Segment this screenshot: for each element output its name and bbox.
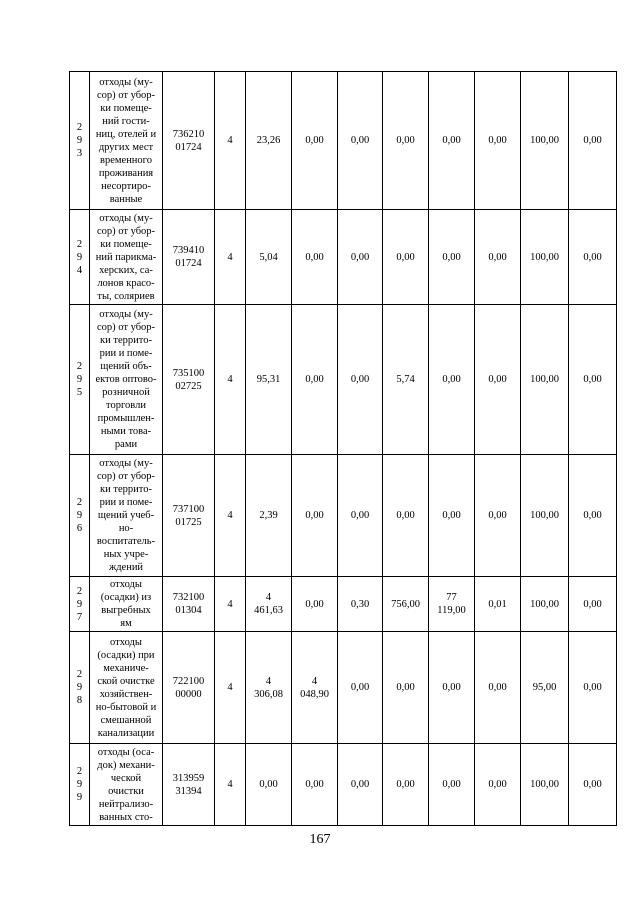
waste-name (90, 210, 163, 305)
value-cell (338, 744, 383, 826)
value-cell-line: 0,00 (442, 510, 461, 521)
value-cell (521, 455, 569, 577)
row-number-line: 6 (76, 523, 83, 534)
value-cell-line: 100,00 (530, 374, 559, 385)
waste-name-line: механиче- (103, 662, 149, 674)
value-cell-line: 0,00 (488, 135, 507, 146)
value-cell (246, 744, 292, 826)
row-number-line: 2 (76, 238, 83, 250)
value-cell (246, 305, 292, 455)
waste-name-line: ванных сто- (99, 811, 153, 823)
waste-name (90, 577, 163, 632)
value-cell-line: 23,26 (256, 135, 281, 146)
value-cell-line: 0,00 (305, 251, 324, 263)
row-number-line: 2 (76, 766, 83, 777)
value-cell-line: 100,00 (530, 251, 559, 263)
value-cell (292, 455, 338, 577)
waste-code-line: 737100 (172, 503, 205, 515)
waste-name (90, 72, 163, 210)
waste-name-line: ными това- (100, 426, 152, 437)
waste-name-line: сор) от убор- (96, 225, 156, 237)
waste-name-line: рии и поме- (99, 497, 153, 508)
waste-table (69, 71, 617, 826)
value-cell-line: 100,00 (530, 598, 559, 610)
value-cell-line: 0,00 (259, 779, 278, 790)
waste-name-line: отходы (оса- (97, 746, 155, 758)
waste-name-line: ектов оптово- (95, 374, 157, 385)
waste-code-line: 01724 (175, 141, 202, 153)
value-cell (383, 455, 429, 577)
hazard-class: 4 (215, 305, 246, 455)
value-cell-line: 5,74 (396, 374, 415, 385)
value-cell-line: 0,00 (442, 779, 461, 790)
value-cell (521, 210, 569, 305)
row-number-line: 5 (76, 387, 83, 398)
row-number-line: 9 (76, 792, 83, 803)
waste-name-line: отходы (му- (99, 76, 153, 88)
waste-name-line: ки террито- (100, 335, 152, 346)
value-cell (569, 744, 617, 826)
table-row (70, 72, 617, 210)
value-cell-line: 100,00 (530, 510, 559, 521)
row-number-line: 2 (76, 669, 83, 680)
waste-name-line: отходы (му- (99, 309, 153, 320)
value-cell-line: 119,00 (437, 605, 466, 616)
waste-name-line: хозяйствен- (99, 688, 153, 700)
value-cell-line: 0,00 (442, 135, 461, 146)
value-cell-line: 0,00 (583, 374, 602, 385)
row-number-line: 9 (76, 682, 83, 693)
value-cell (292, 744, 338, 826)
waste-name (90, 632, 163, 744)
waste-name-line: лонов красо- (97, 277, 155, 289)
waste-name-line: но-бытовой и (95, 701, 157, 713)
waste-name-line: ческой (110, 772, 142, 784)
waste-code (163, 305, 215, 455)
row-number (70, 305, 90, 455)
value-cell (429, 305, 475, 455)
value-cell (475, 210, 521, 305)
waste-name-line: ки помеще- (100, 102, 152, 114)
waste-code-line: 02725 (175, 380, 202, 392)
value-cell (292, 210, 338, 305)
waste-name-line: ний гости- (102, 115, 150, 127)
row-number (70, 744, 90, 826)
row-number-line: 2 (76, 497, 83, 508)
waste-name-line: торговли (106, 400, 146, 411)
value-cell (429, 455, 475, 577)
value-cell-line: 306,08 (254, 688, 283, 700)
waste-code-line: 739410 (172, 245, 205, 256)
value-cell (246, 577, 292, 632)
value-cell-line: 2,39 (259, 510, 278, 521)
value-cell (475, 577, 521, 632)
waste-code-line: 01725 (175, 516, 202, 528)
waste-name-line: выгребных (101, 605, 151, 616)
value-cell (569, 305, 617, 455)
value-cell-line: 0,00 (488, 251, 507, 263)
value-cell-line: 0,00 (305, 510, 324, 521)
waste-name-line: ки помеще- (100, 238, 152, 250)
value-cell (521, 577, 569, 632)
table-row (70, 210, 617, 305)
waste-name-line: проживания (98, 167, 154, 179)
value-cell-line: 0,30 (350, 598, 370, 610)
value-cell (292, 577, 338, 632)
row-number-line: 9 (76, 598, 83, 610)
row-number-line: 9 (76, 374, 83, 385)
value-cell-line: 100,00 (530, 779, 559, 790)
value-cell-line: 100,00 (530, 135, 559, 146)
value-cell (521, 632, 569, 744)
value-cell (475, 632, 521, 744)
value-cell (383, 305, 429, 455)
value-cell (246, 632, 292, 744)
page-number: 167 (309, 832, 331, 847)
value-cell-line: 0,00 (305, 598, 324, 610)
table-row (70, 744, 617, 826)
waste-code (163, 632, 215, 744)
value-cell (475, 744, 521, 826)
value-cell (338, 210, 383, 305)
waste-name-line: временного (100, 154, 152, 166)
value-cell-line: 77 (446, 592, 457, 603)
value-cell-line: 0,00 (583, 779, 602, 790)
waste-name-line: щений объ- (100, 361, 152, 372)
hazard-class: 4 (215, 577, 246, 632)
waste-name-line: ской очистке (97, 675, 155, 687)
value-cell-line: 5,04 (259, 251, 278, 263)
value-cell (521, 305, 569, 455)
value-cell (383, 577, 429, 632)
value-cell (569, 632, 617, 744)
value-cell-line: 0,00 (305, 779, 324, 790)
waste-code-line: 736210 (172, 128, 205, 140)
value-cell-line: 756,00 (391, 598, 420, 610)
waste-name-line: херских, са- (99, 264, 153, 276)
waste-code-line: 31394 (175, 785, 202, 797)
value-cell-line: 0,00 (583, 598, 602, 610)
value-cell-line: 048,90 (300, 688, 329, 700)
value-cell-line: 0,00 (583, 682, 602, 693)
value-cell-line: 0,00 (583, 251, 602, 263)
value-cell-line: 0,00 (396, 682, 415, 693)
value-cell-line: 0,00 (442, 682, 461, 693)
value-cell (338, 632, 383, 744)
table-row (70, 455, 617, 577)
waste-code (163, 455, 215, 577)
waste-name-line: воспитатель- (96, 536, 156, 547)
waste-name-line: сор) от убор- (96, 471, 156, 482)
row-number (70, 577, 90, 632)
value-cell (475, 455, 521, 577)
value-cell (246, 455, 292, 577)
waste-name-line: рии и поме- (99, 348, 153, 359)
table-row (70, 577, 617, 632)
value-cell (292, 305, 338, 455)
waste-code-line: 735100 (172, 367, 205, 379)
value-cell (569, 72, 617, 210)
value-cell-line: 0,00 (350, 135, 370, 146)
value-cell (569, 455, 617, 577)
value-cell-line: 0,00 (583, 135, 602, 146)
row-number-line: 7 (76, 611, 83, 623)
value-cell (569, 210, 617, 305)
value-cell-line: 0,00 (583, 510, 602, 521)
waste-code (163, 744, 215, 826)
value-cell-line: 0,00 (488, 779, 507, 790)
value-cell-line: 0,00 (305, 374, 324, 385)
value-cell (338, 72, 383, 210)
value-cell-line: 0,00 (350, 251, 370, 263)
row-number-line: 9 (76, 135, 83, 146)
row-number-line: 2 (76, 122, 83, 133)
value-cell-line: 95,31 (256, 374, 281, 385)
waste-name-line: сор) от убор- (96, 89, 156, 101)
value-cell-line: 0,00 (396, 510, 415, 521)
waste-code-line: 00000 (175, 688, 202, 700)
waste-name-line: (осадки) из (100, 592, 152, 603)
row-number-line: 3 (76, 148, 83, 159)
value-cell-line: 0,00 (442, 374, 461, 385)
value-cell (521, 744, 569, 826)
waste-code-line: 722100 (172, 675, 205, 687)
value-cell-line: 0,00 (350, 374, 370, 385)
waste-name-line: розничной (102, 387, 150, 398)
waste-name-line: нейтрализо- (98, 798, 154, 810)
value-cell-line: 4 (265, 675, 272, 687)
value-cell (429, 72, 475, 210)
waste-code-line: 01304 (175, 605, 202, 616)
value-cell-line: 0,00 (488, 374, 507, 385)
row-number-line: 4 (76, 264, 83, 276)
waste-name-line: отходы (му- (99, 458, 153, 469)
waste-name-line: ниц, отелей и (95, 128, 157, 140)
value-cell-line: 95,00 (532, 682, 557, 693)
value-cell (292, 632, 338, 744)
value-cell-line: 4 (265, 592, 272, 603)
waste-code (163, 577, 215, 632)
waste-name-line: отходы (му- (99, 212, 153, 224)
value-cell (429, 210, 475, 305)
waste-name-line: отходы (110, 579, 142, 590)
waste-code-line: 01724 (175, 258, 202, 269)
value-cell-line: 461,63 (254, 605, 283, 616)
value-cell-line: 0,00 (305, 135, 324, 146)
table-row (70, 632, 617, 744)
waste-name-line: канализации (97, 727, 155, 739)
value-cell-line: 0,00 (350, 779, 370, 790)
value-cell-line: 0,00 (488, 510, 507, 521)
table-row (70, 305, 617, 455)
row-number-line: 9 (76, 510, 83, 521)
value-cell (246, 72, 292, 210)
waste-name-line: очистки (108, 785, 144, 797)
waste-name-line: щений учеб- (97, 510, 155, 521)
waste-name-line: (осадки) при (97, 649, 155, 661)
value-cell (429, 632, 475, 744)
table-body (70, 72, 617, 826)
waste-name-line: ных учре- (103, 549, 149, 560)
waste-name-line: док) механи- (97, 759, 155, 771)
waste-name (90, 744, 163, 826)
hazard-class: 4 (215, 744, 246, 826)
waste-name-line: сор) от убор- (96, 322, 156, 333)
value-cell (569, 577, 617, 632)
waste-name-line: несортиро- (101, 180, 151, 192)
waste-code-line: 313959 (172, 772, 205, 784)
row-number (70, 632, 90, 744)
waste-name-line: ний парикма- (95, 251, 157, 263)
value-cell (383, 632, 429, 744)
value-cell (521, 72, 569, 210)
row-number-line: 2 (76, 361, 83, 372)
value-cell (383, 72, 429, 210)
row-number-line: 9 (76, 779, 83, 790)
value-cell (292, 72, 338, 210)
waste-name-line: отходы (110, 636, 142, 648)
row-number (70, 210, 90, 305)
row-number-line: 9 (76, 251, 83, 263)
row-number (70, 455, 90, 577)
value-cell (338, 305, 383, 455)
value-cell (475, 72, 521, 210)
value-cell (429, 577, 475, 632)
value-cell-line: 0,00 (350, 510, 370, 521)
waste-name-line: ванные (109, 193, 143, 205)
waste-name-line: ки террито- (100, 484, 152, 495)
waste-name-line: других мест (98, 141, 154, 153)
row-number-line: 2 (76, 585, 83, 597)
waste-name-line: ты, соляриев (97, 290, 155, 302)
value-cell-line: 0,01 (488, 598, 507, 610)
value-cell-line: 4 (311, 675, 318, 687)
value-cell (338, 455, 383, 577)
value-cell-line: 0,00 (396, 251, 415, 263)
hazard-class: 4 (215, 210, 246, 305)
value-cell-line: 0,00 (350, 682, 370, 693)
waste-name-line: смешанной (100, 714, 152, 726)
row-number-line: 8 (76, 695, 83, 706)
value-cell (383, 210, 429, 305)
waste-name-line: ям (120, 618, 132, 629)
hazard-class: 4 (215, 72, 246, 210)
hazard-class: 4 (215, 632, 246, 744)
value-cell-line: 0,00 (396, 135, 415, 146)
waste-code-line: 732100 (172, 592, 205, 603)
waste-name-line: промышлен- (97, 413, 155, 424)
value-cell-line: 0,00 (396, 779, 415, 790)
value-cell (429, 744, 475, 826)
value-cell-line: 0,00 (442, 251, 461, 263)
value-cell (383, 744, 429, 826)
hazard-class: 4 (215, 455, 246, 577)
waste-code (163, 210, 215, 305)
waste-name (90, 305, 163, 455)
row-number (70, 72, 90, 210)
value-cell-line: 0,00 (488, 682, 507, 693)
waste-name-line: рами (114, 439, 138, 450)
value-cell (475, 305, 521, 455)
waste-code (163, 72, 215, 210)
waste-name-line: но- (118, 523, 134, 534)
waste-name-line: ждений (108, 562, 144, 573)
value-cell (246, 210, 292, 305)
waste-name (90, 455, 163, 577)
value-cell (338, 577, 383, 632)
